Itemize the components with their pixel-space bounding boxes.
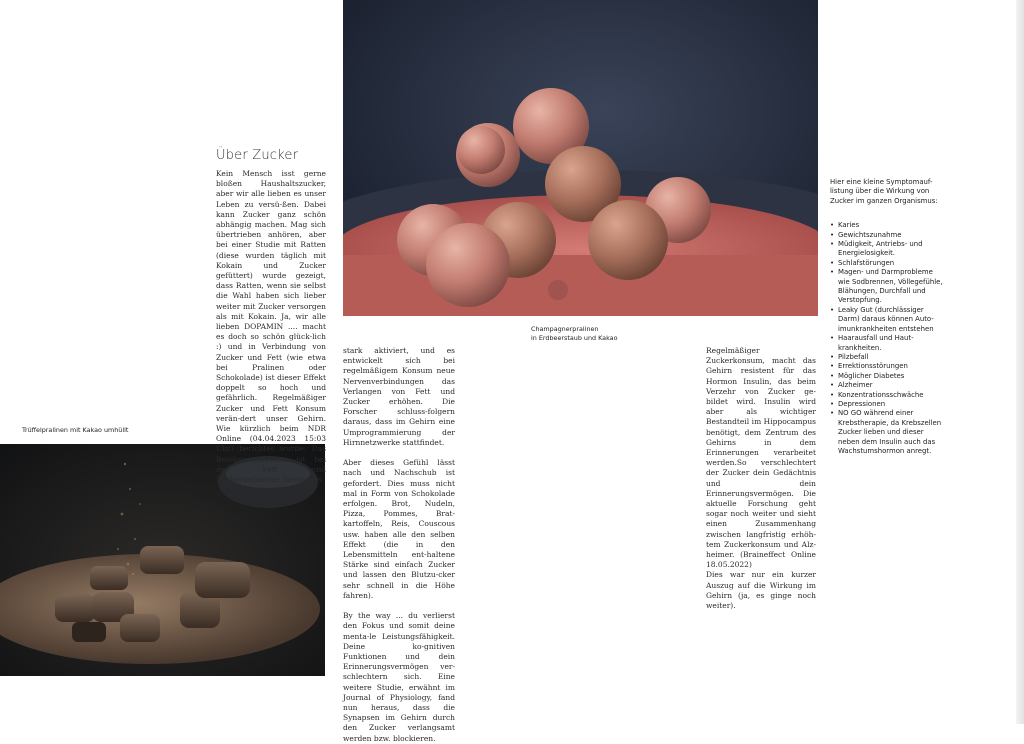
symptom-list-intro: Hier eine kleine Symptomauf-listung über die Wirkung von Zucker im ganzen Organismus: <box>830 178 938 205</box>
article-column-1 <box>216 169 326 485</box>
list-item: • Schlafstörungen <box>830 259 945 268</box>
column-2-paragraph-1: stark aktiviert, und es entwickelt sich bei regelmäßigem Konsum neue Nervenverbindungen das Verlangen von Fett und Zucker erhöhen. Die Forscher schluss-folgern daraus, dass im Gehirn eine Umprogrammierung der Hirnnetzwerke stattfindet. <box>343 346 455 447</box>
list-item: • Möglicher Diabetes <box>830 372 945 381</box>
symptom-list <box>830 221 945 456</box>
column-1-paragraph: Kein Mensch isst gerne bloßen Haushaltszucker, aber wir alle lieben es unser Leben zu versü-ßen. Dabei kann Zucker ganz schön abhängig machen. Mag sich übertrieben anhören, aber bei einer Studie mit Ratten (diese wurden täglich mit Kokain und Zucker gefüttert) wurde gezeigt, dass Ratten, wenn sie selbst die Wahl haben sich lieber weiter mit Zucker versorgen als mit Kokain. Ja, wir alle lieben DOPAMIN .... macht es doch so schön glück-lich :) und in Verbindung von Zucker und Fett (wie etwa bei Pralinen oder Schokolade) ist dieser Effekt doppelt so hoch und gefährlich. Regelmäßiger Zucker und Fett Konsum verän-dert unser Gehirn. Wie kürzlich beim NDR Online (04.04.2023 15:03 Uhr) berichtet wurde: Das Belohnungssystem ist bei der Fett und Zuckeraufnahme besonders <box>216 169 326 485</box>
list-item: • Leaky Gut (durchlässiger Darm) daraus können Auto-imunkrankheiten entstehen <box>830 306 945 334</box>
caption-truffle: Trüffelpralinen mit Kakao umhüllt <box>22 426 129 434</box>
list-item: • Magen- und Darmprobleme wie Sodbrennen, Völlegefühle, Blähungen, Durchfall und Verstopfung. <box>830 268 945 306</box>
list-item: • Haarausfall und Haut-krankheiten. <box>830 334 945 353</box>
list-item: • Alzheimer <box>830 381 945 390</box>
article-title: Über Zucker <box>216 148 299 163</box>
article-column-3 <box>706 346 816 611</box>
list-item: • Müdigkeit, Antriebs- und Energielosigkeit. <box>830 240 945 259</box>
list-item: • NO GO während einer Krebstherapie, da Krebszellen Zucker lieben und dieser neben dem Insulin auch das Wachstumshormon anregt. <box>830 409 945 456</box>
column-2-paragraph-2: Aber dieses Gefühl lässt nach und Nachschub ist gefordert. Dies muss nicht mal in Form von Schokolade erfolgen. Brot, Nudeln, Pizza, Pommes, Brat-kartoffeln, Reis, Couscous usw. haben alle den selben Effekt (die in den Lebensmitteln ent-haltene Stärke sind einfach Zucker und lassen den Blutzu-cker sehr schnell in die Höhe fahren). <box>343 458 455 600</box>
list-item: • Errektionsstörungen <box>830 362 945 371</box>
list-item: • Konzentrationsschwäche <box>830 391 945 400</box>
page-spread-edge <box>1016 0 1024 724</box>
column-3-paragraph-2: Dies war nur ein kurzer Auszug auf die Wirkung im Gehirn (ja, es ginge noch weiter). <box>706 570 816 611</box>
list-item: • Gewichtszunahme <box>830 231 945 240</box>
list-item: • Depressionen <box>830 400 945 409</box>
column-3-paragraph-1: Regelmäßiger Zuckerkonsum, macht das Gehirn resistent für das Hormon Insulin, das beim Verzehr von Zucker ge-bildet wird. Insulin wird aber als wichtiger Bestandteil im Hippocampus benötigt, dem Zentrum des Gehirns in dem Erinnerungen verarbeitet werden.So verschlechtert der Zucker dein Gedächtnis und dein Erinnerungsvermögen. Die aktuelle Forschung geht sogar noch weiter und sieht einen Zusammenhang zwischen langfristig erhöh-tem Zuckerkonsum und Alz-heimer. (Braineffect Online 18.05.2022) <box>706 346 816 570</box>
list-item: • Pilzbefall <box>830 353 945 362</box>
article-column-2 <box>343 346 455 744</box>
column-2-paragraph-3: By the way ... du verlierst den Fokus und somit deine menta-le Leistungsfähigkeit. Deine ko-gnitiven Funktionen und dein Erinnerungsvermögen ver-schlechtern sich. Eine weitere Studie, erwähnt im Journal of Physiology, fand nun heraus, dass die Synapsen im Gehirn durch den Zucker verlangsamt werden bzw. blockieren. <box>343 611 455 743</box>
list-item: • Karies <box>830 221 945 230</box>
champagne-pralines-photo <box>343 0 818 316</box>
symptom-list-box <box>830 178 945 456</box>
caption-champagne-line-2: in Erdbeerstaub und Kakao <box>531 334 618 342</box>
caption-champagne-line-1: Champagnerpralinen <box>531 325 599 333</box>
